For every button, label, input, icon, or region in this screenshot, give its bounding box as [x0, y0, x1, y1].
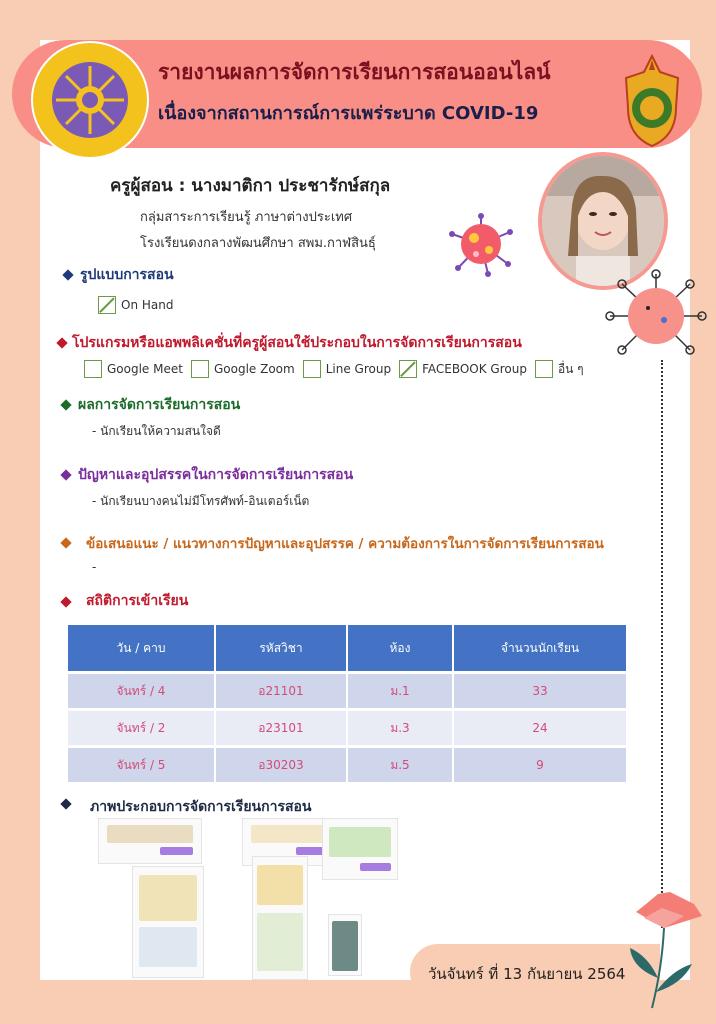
on-hand-label: On Hand	[121, 298, 174, 312]
google-zoom-checkbox[interactable]	[191, 360, 209, 378]
cell-room: ม.1	[348, 674, 454, 708]
google-meet-label: Google Meet	[107, 362, 183, 376]
attendance-title: สถิติการเข้าเรียน	[86, 593, 189, 609]
screenshot-thumbnail[interactable]	[252, 856, 308, 980]
screenshot-thumbnail[interactable]	[328, 914, 362, 976]
table-header-row	[68, 625, 626, 671]
col-room: ห้อง	[348, 625, 454, 671]
report-title: รายงานผลการจัดการเรียนการสอนออนไลน์	[158, 60, 551, 84]
flower-icon	[622, 888, 706, 1012]
cell-student-count: 9	[454, 748, 626, 782]
school-logo	[30, 40, 150, 160]
table-row	[68, 674, 626, 708]
results-title: ผลการจัดการเรียนการสอน	[78, 397, 241, 413]
option-on-hand[interactable]	[98, 296, 181, 314]
facebook-group-label: FACEBOOK Group	[422, 362, 527, 376]
cell-day-period: จันทร์ / 4	[68, 674, 216, 708]
line-group-checkbox[interactable]	[303, 360, 321, 378]
cell-subject-code: อ30203	[216, 748, 348, 782]
ministry-emblem	[618, 52, 686, 150]
cell-day-period: จันทร์ / 2	[68, 711, 216, 745]
virus-decoration-icon	[604, 268, 708, 364]
line-group-label: Line Group	[325, 362, 392, 376]
cell-room: ม.3	[348, 711, 454, 745]
screenshot-thumbnail[interactable]	[322, 818, 398, 880]
col-subject-code: รหัสวิชา	[216, 625, 348, 671]
col-day-period: วัน / คาบ	[68, 625, 216, 671]
virus-icon	[444, 210, 518, 278]
screenshot-gallery	[92, 818, 412, 980]
cell-subject-code: อ23101	[216, 711, 348, 745]
table-row	[68, 748, 626, 782]
problems-title: ปัญหาและอุปสรรคในการจัดการเรียนการสอน	[78, 467, 354, 483]
col-student-count: จำนวนนักเรียน	[454, 625, 626, 671]
problems-detail: - นักเรียนบางคนไม่มีโทรศัพท์-อินเตอร์เน็ต	[92, 494, 310, 508]
cell-student-count: 33	[454, 674, 626, 708]
apps-options	[84, 359, 592, 379]
other-checkbox[interactable]	[535, 360, 553, 378]
department-name: กลุ่มสาระการเรียนรู้ ภาษาต่างประเทศ	[140, 210, 353, 225]
report-date: วันจันทร์ ที่ 13 กันยายน 2564	[428, 965, 626, 983]
on-hand-checkbox[interactable]	[98, 296, 116, 314]
format-title: รูปแบบการสอน	[80, 267, 174, 283]
screenshot-thumbnail[interactable]	[132, 866, 204, 978]
table-row	[68, 711, 626, 745]
report-subtitle: เนื่องจากสถานการณ์การแพร่ระบาด COVID-19	[158, 103, 539, 124]
results-detail: - นักเรียนให้ความสนใจดี	[92, 424, 221, 438]
suggestions-title: ข้อเสนอแนะ / แนวทางการปัญหาและอุปสรรค / ความต้องการในการจัดการเรียนการสอน	[86, 536, 604, 552]
google-zoom-label: Google Zoom	[213, 362, 295, 376]
dotted-divider	[661, 360, 663, 928]
apps-title: โปรแกรมหรือแอพพลิเคชั่นที่ครูผู้สอนใช้ประกอบในการจัดการเรียนการสอน	[72, 335, 522, 351]
gallery-title: ภาพประกอบการจัดการเรียนการสอน	[90, 799, 312, 815]
attendance-table	[68, 622, 626, 785]
screenshot-thumbnail[interactable]	[98, 818, 202, 864]
cell-student-count: 24	[454, 711, 626, 745]
other-label: อื่น ๆ	[557, 361, 584, 376]
cell-day-period: จันทร์ / 5	[68, 748, 216, 782]
google-meet-checkbox[interactable]	[84, 360, 102, 378]
teacher-name: ครูผู้สอน : นางมาติกา ประชารักษ์สกุล	[110, 176, 391, 196]
suggestions-detail: -	[92, 560, 97, 574]
school-name: โรงเรียนดงกลางพัฒนศึกษา สพม.กาฬสินธุ์	[140, 236, 376, 251]
cell-room: ม.5	[348, 748, 454, 782]
facebook-group-checkbox[interactable]	[399, 360, 417, 378]
cell-subject-code: อ21101	[216, 674, 348, 708]
